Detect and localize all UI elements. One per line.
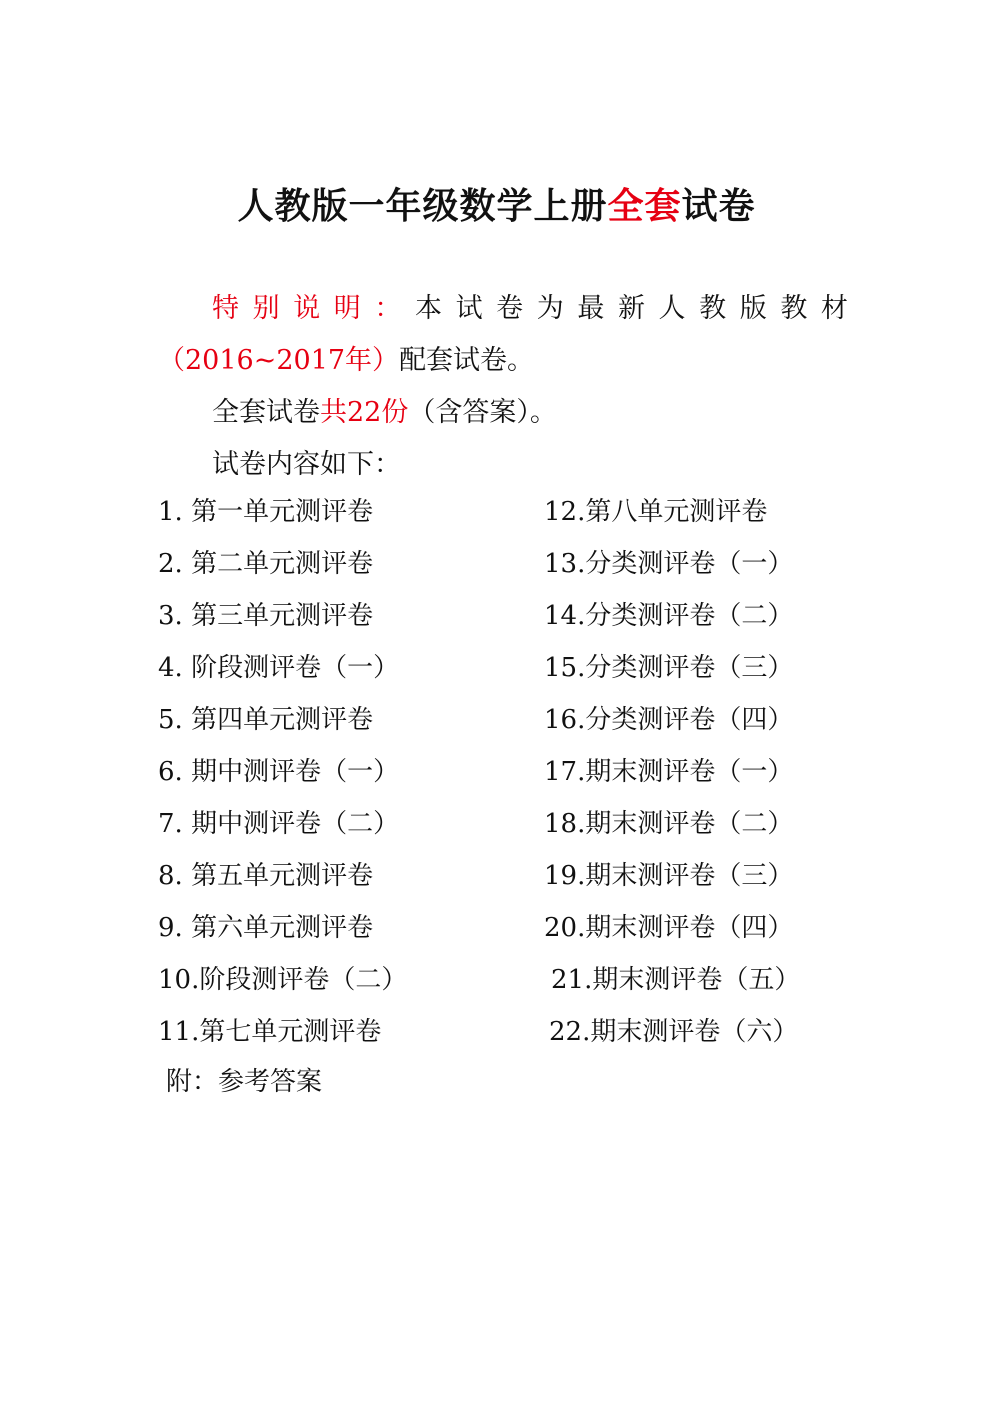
- note-text-char: 人: [658, 293, 686, 324]
- note-text-char: 最: [577, 293, 605, 324]
- list-item: 10.阶段测评卷（二）: [158, 965, 408, 995]
- note-text-char: 卷: [496, 293, 524, 324]
- note-set-prefix: 全套试卷: [212, 397, 320, 428]
- title-highlight: 全套: [607, 185, 682, 227]
- list-item: 9. 第六单元测评卷: [158, 913, 374, 943]
- list-item: 6. 期中测评卷（一）: [158, 757, 400, 787]
- note-label-char: ：: [374, 293, 402, 324]
- appendix-note: 附：参考答案: [166, 1067, 323, 1097]
- note-text-char: 教: [780, 293, 808, 324]
- list-item: 12.第八单元测评卷: [544, 497, 768, 527]
- note-set-suffix: （含答案）。: [408, 397, 557, 428]
- note-version-line: [158, 338, 848, 377]
- list-item: 15.分类测评卷（三）: [544, 653, 794, 683]
- note-text-char: 材: [820, 293, 848, 324]
- list-item: 7. 期中测评卷（二）: [158, 809, 400, 839]
- note-text-char: 试: [455, 293, 483, 324]
- list-item: 5. 第四单元测评卷: [158, 705, 374, 735]
- special-note-line: [212, 286, 848, 325]
- list-item: 16.分类测评卷（四）: [544, 705, 794, 735]
- note-set-count: 共22份: [320, 397, 409, 428]
- note-text-char: 为: [536, 293, 564, 324]
- note-text-char: 教: [699, 293, 727, 324]
- note-label-char: 明: [333, 293, 361, 324]
- note-label-char: 说: [293, 293, 321, 324]
- note-version-suffix: 配套试卷。: [399, 345, 535, 376]
- note-version: （2016~2017年）: [158, 345, 400, 376]
- contents-intro: 试卷内容如下：: [212, 449, 401, 480]
- note-set-line: [212, 390, 902, 429]
- list-item: 14.分类测评卷（二）: [544, 601, 794, 631]
- list-item: 21.期末测评卷（五）: [551, 965, 801, 995]
- list-item: 2. 第二单元测评卷: [158, 549, 374, 579]
- list-item: 1. 第一单元测评卷: [158, 497, 374, 527]
- note-text-char: 新: [617, 293, 645, 324]
- list-item: 11.第七单元测评卷: [158, 1017, 382, 1047]
- document-title: [0, 178, 993, 229]
- note-text-char: 版: [739, 293, 767, 324]
- list-item: 8. 第五单元测评卷: [158, 861, 374, 891]
- list-item: 4. 阶段测评卷（一）: [158, 653, 400, 683]
- list-item: 20.期末测评卷（四）: [544, 913, 794, 943]
- list-item: 13.分类测评卷（一）: [544, 549, 794, 579]
- title-end: 试卷: [681, 185, 756, 227]
- list-item: 17.期末测评卷（一）: [544, 757, 794, 787]
- note-text-char: 本: [414, 293, 442, 324]
- list-item: 3. 第三单元测评卷: [158, 601, 374, 631]
- list-item: 18.期末测评卷（二）: [544, 809, 794, 839]
- list-item: 22.期末测评卷（六）: [549, 1017, 799, 1047]
- list-item: 19.期末测评卷（三）: [544, 861, 794, 891]
- note-label-char: 别: [252, 293, 280, 324]
- title-main: 人教版一年级数学上册: [237, 185, 608, 227]
- note-label-char: 特: [212, 293, 239, 324]
